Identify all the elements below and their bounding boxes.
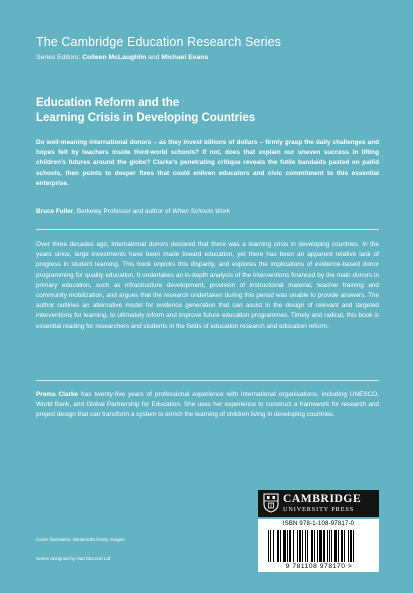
book-title-line-2: Learning Crisis in Developing Countries	[36, 112, 256, 124]
cambridge-shield-icon	[263, 493, 279, 513]
barcode-image	[268, 530, 369, 562]
author-bio	[36, 390, 379, 421]
publisher-logo	[258, 490, 379, 517]
divider-top	[36, 229, 379, 230]
endorsement-quote: Do well-meaning international donors – as they invest billions of dollars – firmly grasp the daily challenges and hopes felt by teachers inside third-world schools? If not, does that explain our uneven success in lifting children’s futures around the globe? Clarke’s penetrating critique reveals the futile bandaids pasted on pallid schools, then points to deeper fixes that could enliven educators and civic commitment to this essential enterprise.	[36, 139, 379, 187]
editor-1: Colleen McLaughlin	[82, 54, 147, 61]
design-credit: Series designed by Hart McLeod Ltd	[36, 556, 111, 561]
endorser-work: When Schools Work	[172, 208, 230, 215]
publisher-subname: UNIVERSITY PRESS	[283, 506, 355, 513]
endorser-name: Bruce Fuller	[36, 208, 74, 215]
isbn-text: ISBN 978-1-108-97817-0	[282, 521, 355, 527]
editor-2: Michael Evans	[161, 54, 209, 61]
barcode-digits: 9 781108 978170 >	[285, 563, 353, 570]
endorser-affiliation: , Berkeley Professor and author of	[73, 208, 173, 215]
series-editors	[36, 54, 208, 61]
cover-credit: Cover illustration: Westend61/Getty Images	[36, 537, 125, 542]
book-title	[36, 96, 376, 126]
author-name: Prema Clarke	[36, 391, 79, 398]
editors-and: and	[146, 54, 162, 61]
book-description: Over three decades ago, international donors declared that there was a learning crisis in developing countries. In the years since, large investments have been made toward education, yet there has been an apparent relative lack of progress in student learning. This book unpicks this disparity, and explores the implications of evidence-based donor programming for quality education. It undertakes an in-depth analysis of the interventions financed by the main donors in primary education, such as infrastructure development, provision of instructional material, teacher training and community mobilization, and argues that the research undertaken during this period was unable to provide answers. The author outlines an alternative model for evidence generation that can assist in the design of relevant and targeted interventions for learning, to ultimately inform and improve future education programmes. Timely and radical, this book is essential reading for researchers and students in the fields of education research and education reform.	[36, 241, 379, 330]
barcode-panel	[258, 519, 379, 572]
endorsement-attribution	[36, 208, 230, 215]
divider-bottom	[36, 380, 379, 381]
editors-prefix: Series Editors:	[36, 54, 83, 61]
series-title: The Cambridge Education Research Series	[36, 35, 281, 49]
book-title-line-1: Education Reform and the	[36, 97, 180, 109]
publisher-name: CAMBRIDGE	[283, 493, 362, 505]
author-bio-text: has twenty-five years of professional experience with international organisations, including UNESCO, World Bank, and Global Partnership for Education. She uses her experience to construct a framework for research and project design that can transform a system to enrich the learning of children living in developing countries.	[36, 391, 379, 419]
